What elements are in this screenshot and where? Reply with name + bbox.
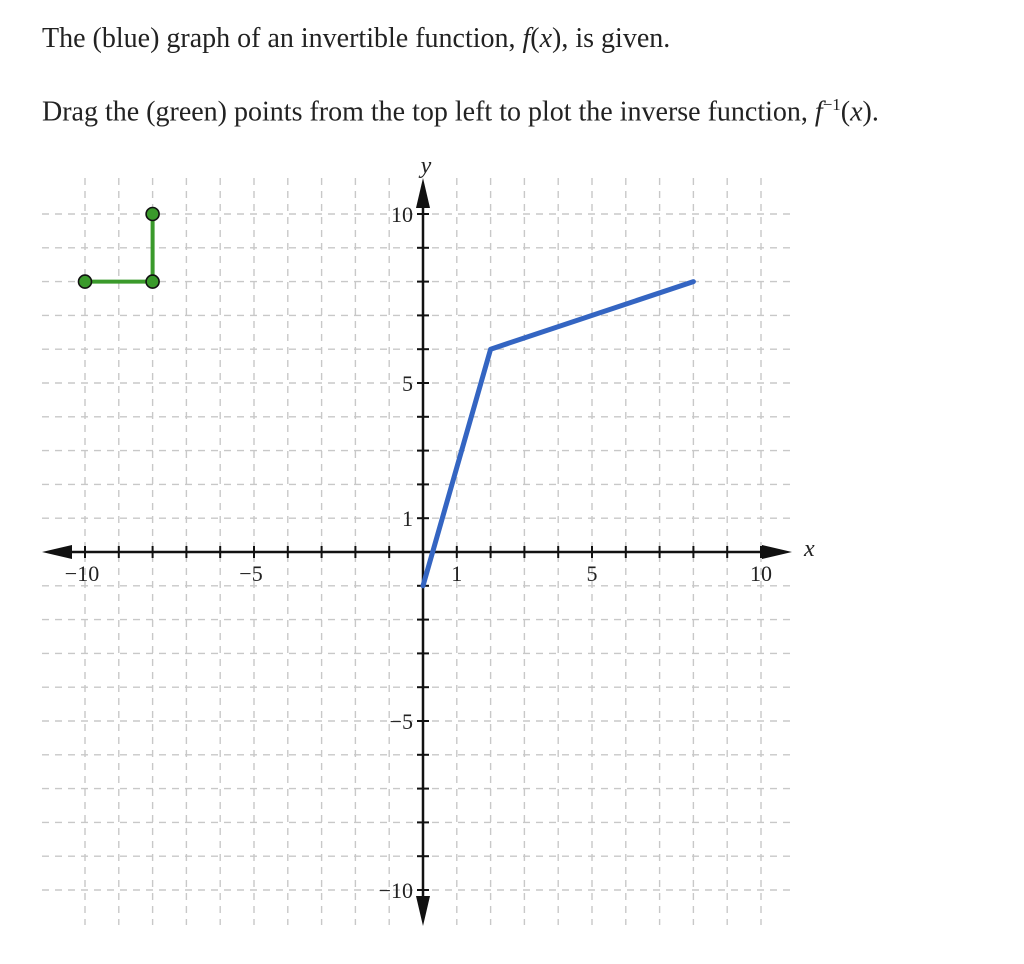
x-axis-label: x	[804, 536, 815, 562]
function-name: f	[522, 23, 531, 54]
x-tick-label: 5	[586, 561, 598, 586]
inverse-function-name: f	[814, 96, 823, 128]
prompt-line-2-end: ).	[862, 96, 879, 128]
draggable-point[interactable]	[146, 208, 159, 221]
y-tick-label: 1	[402, 506, 413, 532]
y-axis-label: y	[420, 153, 432, 179]
inverse-superscript: −1	[822, 95, 841, 114]
prompt-line-1-text: The (blue) graph of an invertible function,	[42, 23, 523, 54]
x-tick-label: 1	[451, 561, 463, 586]
x-tick-label: −10	[64, 561, 100, 586]
draggable-point[interactable]	[146, 275, 159, 288]
y-axis-bottom-arrow	[416, 896, 430, 926]
x-axis-right-arrow	[762, 545, 792, 559]
draggable-point[interactable]	[79, 275, 92, 288]
y-tick-label: 5	[402, 371, 413, 396]
x-axis-left-arrow	[42, 545, 72, 559]
y-tick-label: −10	[378, 878, 413, 903]
paren-open: (	[840, 96, 851, 128]
x-tick-label: 10	[750, 561, 772, 586]
function-graph-line	[423, 282, 693, 586]
y-axis-top-arrow	[416, 178, 430, 208]
inverse-function-variable: x	[850, 96, 863, 128]
y-tick-label: 10	[391, 202, 413, 227]
x-tick-label: −5	[239, 561, 263, 586]
prompt-line-1-end: ), is given.	[552, 23, 671, 54]
prompt-line-2-text: Drag the (green) points from the top left to plot the inverse function,	[42, 96, 815, 128]
paren-open: (	[530, 23, 540, 54]
y-tick-label: −5	[389, 709, 413, 734]
function-variable: x	[539, 23, 553, 54]
